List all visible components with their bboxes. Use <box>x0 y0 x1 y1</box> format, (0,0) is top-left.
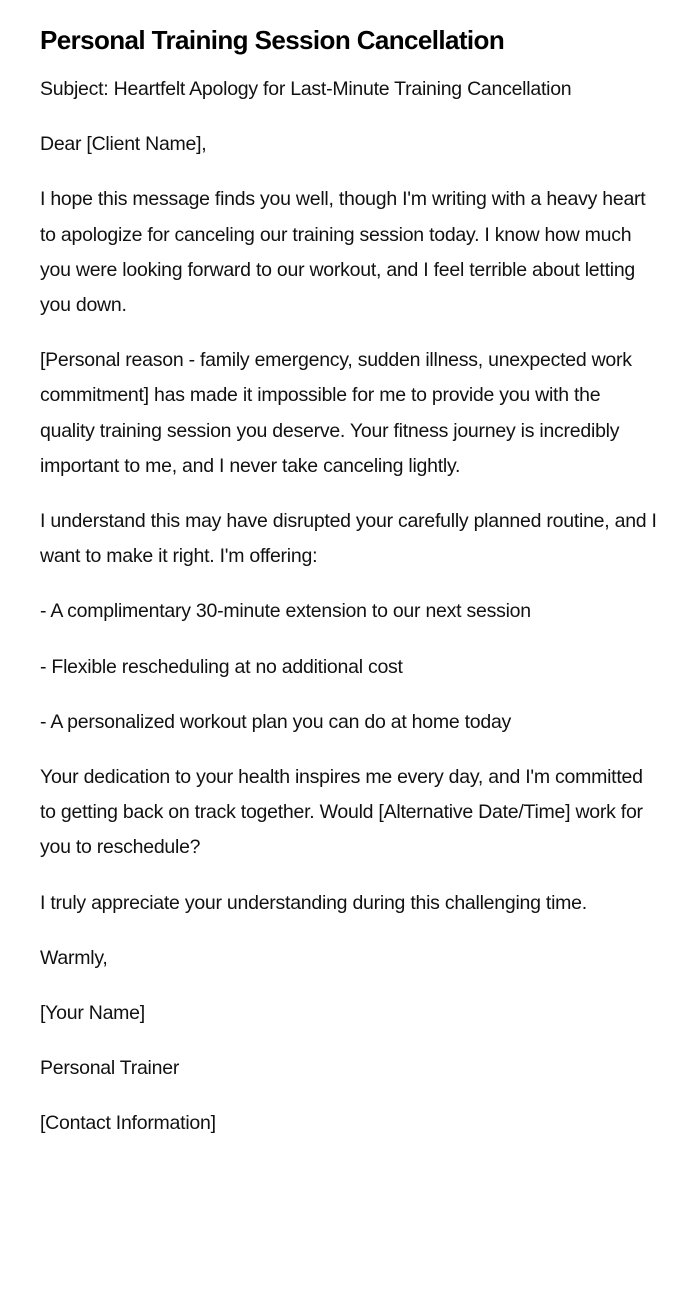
signature-role: Personal Trainer <box>40 1057 180 1080</box>
greeting: Dear [Client Name], <box>40 133 207 156</box>
offer-item: - A personalized workout plan you can do at home today <box>40 710 512 733</box>
offer-item: - Flexible rescheduling at no additional cost <box>40 655 403 678</box>
body-paragraph-appreciation: I truly appreciate your understanding during this challenging time. <box>40 891 587 914</box>
document-title: Personal Training Session Cancellation <box>40 25 505 55</box>
body-paragraph-reason: [Personal reason - family emergency, sudden illness, unexpected work commitment] has made it impossible for me to provide you with the quality training session you deserve. Your fitness journey is incredibly important to me, and I never take canceling lightly. <box>40 349 632 477</box>
subject-line: Subject: Heartfelt Apology for Last-Minute Training Cancellation <box>40 78 572 100</box>
signoff: Warmly, <box>40 946 108 969</box>
offer-item: - A complimentary 30-minute extension to our next session <box>40 600 531 623</box>
signature-name: [Your Name] <box>40 1002 145 1025</box>
signature-contact: [Contact Information] <box>40 1112 216 1135</box>
body-paragraph-reschedule: Your dedication to your health inspires me every day, and I'm committed to getting back on track together. Would [Alternative Date/Time] work for you to reschedule? <box>40 766 643 859</box>
body-paragraph-apology: I hope this message finds you well, though I'm writing with a heavy heart to apologize for canceling our training session today. I know how much you were looking forward to our workout, and I feel terrible about letting you down. <box>40 188 646 317</box>
body-paragraph-offer-intro: I understand this may have disrupted your carefully planned routine, and I want to make it right. I'm offering: <box>40 510 657 568</box>
